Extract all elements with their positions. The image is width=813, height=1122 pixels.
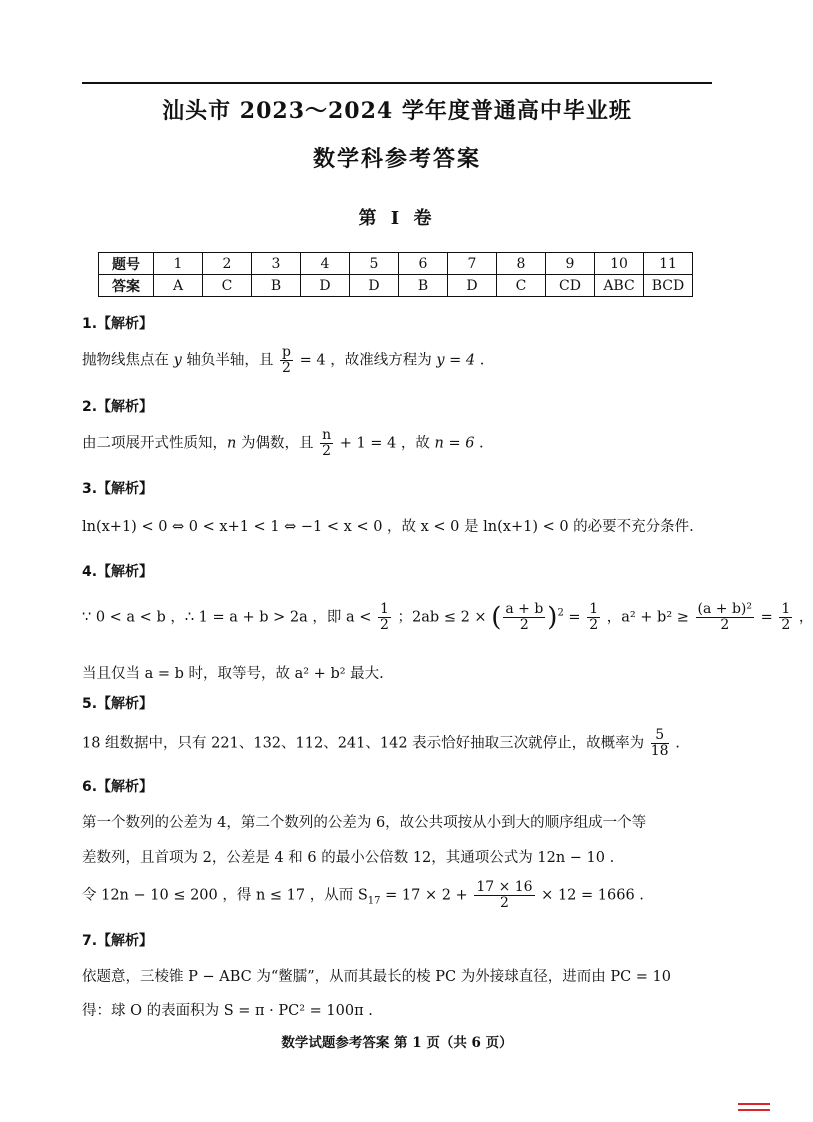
q6-solution-line3 (82, 880, 644, 911)
fraction-numerator: (a + b)² (697, 601, 753, 617)
table-cell: B (399, 275, 448, 297)
q4-heading: 4.【解析】 (82, 564, 154, 580)
q3-heading: 3.【解析】 (82, 481, 154, 497)
section-title: 第 I 卷 (358, 208, 436, 229)
fraction-denominator: 2 (519, 617, 529, 633)
text-run: . (474, 435, 484, 452)
table-cell: ABC (595, 275, 644, 297)
fraction (651, 728, 669, 759)
text-run: ， (794, 609, 813, 626)
math-var: y (173, 352, 182, 369)
table-cell: 3 (252, 253, 301, 275)
q6-heading: 6.【解析】 (82, 779, 154, 795)
text-run: ∵ 0 < a < b ，∴ 1 = a + b > 2a ，即 a < (82, 609, 377, 626)
text-run: 18 组数据中，只有 221、132、112、241、142 表示恰好抽取三次就停止，故概率为 (82, 735, 649, 752)
q4-solution-line1 (82, 602, 813, 633)
text-run: ；2ab ≤ 2 × (392, 609, 492, 626)
table-cell: B (252, 275, 301, 297)
q5-solution (82, 728, 680, 759)
answer-row (99, 275, 693, 297)
table-cell: D (301, 275, 350, 297)
text-run: 轴负半轴，且 (181, 352, 279, 369)
fraction-numerator: 17 × 16 (476, 879, 533, 895)
table-cell: D (350, 275, 399, 297)
text-run: 由二项展开式性质知， (82, 435, 227, 452)
table-cell: BCD (644, 275, 693, 297)
answer-table (98, 252, 693, 297)
text-run: × 12 = 1666 . (536, 887, 644, 904)
text-run: 为偶数，且 (236, 435, 319, 452)
q3-solution: ln(x+1) < 0 ⇔ 0 < x+1 < 1 ⇔ −1 < x < 0 ，故 x < 0 是 ln(x+1) < 0 的必要不充分条件. (82, 519, 694, 535)
text-run: . (475, 352, 485, 369)
title-line-2: 数学科参考答案 (312, 146, 481, 172)
page-footer: 数学试题参考答案 第 1 页（共 6 页） (281, 1035, 513, 1051)
table-cell: 10 (595, 253, 644, 275)
paren-close: ) (547, 602, 558, 633)
top-rule (82, 82, 712, 84)
table-cell: 4 (301, 253, 350, 275)
q4-solution-line2: 当且仅当 a = b 时，取等号，故 a² + b² 最大. (82, 666, 384, 682)
table-cell: 6 (399, 253, 448, 275)
table-cell: D (448, 275, 497, 297)
q6-solution-line1: 第一个数列的公差为 4，第二个数列的公差为 6，故公共项按从小到大的顺序组成一个等 (82, 815, 647, 831)
text-run: ，a² + b² ≥ (602, 609, 694, 626)
table-cell: 5 (350, 253, 399, 275)
table-cell: 2 (203, 253, 252, 275)
fraction-numerator: 5 (651, 728, 669, 744)
text-run: . (670, 735, 680, 752)
table-cell: 8 (497, 253, 546, 275)
table-cell: 1 (154, 253, 203, 275)
fraction-numerator: p (282, 344, 291, 360)
fraction (503, 602, 545, 633)
text-run: = 4 ，故准线方程为 (295, 352, 437, 369)
fraction-numerator: 1 (380, 601, 389, 617)
table-cell: CD (546, 275, 595, 297)
fraction (587, 602, 600, 633)
fraction-denominator: 2 (380, 617, 389, 633)
fraction (696, 602, 754, 633)
math-expression: n = 6 (434, 435, 475, 452)
math-expression: y = 4 (436, 352, 476, 369)
q5-heading: 5.【解析】 (82, 696, 154, 712)
fraction-numerator: 1 (589, 601, 599, 617)
fraction (474, 880, 534, 911)
table-cell: 7 (448, 253, 497, 275)
exponent: 2 (557, 607, 564, 619)
table-cell: A (154, 275, 203, 297)
fraction-numerator: 1 (781, 601, 791, 617)
fraction (280, 345, 293, 376)
question-number-row (99, 253, 693, 275)
fraction-denominator: 2 (282, 360, 291, 376)
table-cell: 9 (546, 253, 595, 275)
fraction (320, 428, 333, 459)
q2-solution (82, 428, 484, 459)
q7-solution-line1: 依题意，三棱锥 P − ABC 为“鳖臑”，从而其最长的棱 PC 为外接球直径，进而由 PC = 10 (82, 969, 672, 985)
text-run: + 1 = 4 ，故 (335, 435, 435, 452)
q7-solution-line2: 得：球 O 的表面积为 S = π · PC² = 100π . (82, 1003, 373, 1019)
fraction (779, 602, 792, 633)
q6-solution-line2: 差数列，且首项为 2，公差是 4 和 6 的最小公倍数 12，其通项公式为 12n − 10 . (82, 850, 615, 866)
fraction-denominator: 2 (499, 895, 509, 911)
fraction-denominator: 2 (781, 617, 791, 633)
title-line-1: 汕头市 2023～2024 学年度普通高中毕业班 (162, 98, 632, 124)
q2-heading: 2.【解析】 (82, 399, 154, 415)
q7-heading: 7.【解析】 (82, 933, 154, 949)
table-cell: 11 (644, 253, 693, 275)
fraction-denominator: 2 (720, 617, 730, 633)
text-run: = (756, 609, 778, 626)
fraction-denominator: 18 (650, 743, 669, 759)
fraction-numerator: n (322, 427, 332, 443)
q1-solution (82, 345, 484, 376)
fraction-denominator: 2 (589, 617, 599, 633)
table-cell: C (497, 275, 546, 297)
fraction-numerator: a + b (505, 601, 544, 617)
text-run: = 17 × 2 + (380, 887, 473, 904)
table-cell: C (203, 275, 252, 297)
text-run: 令 12n − 10 ≤ 200 ，得 n ≤ 17 ，从而 S (82, 887, 368, 904)
math-var: n (227, 435, 237, 452)
paren-open: ( (491, 602, 502, 633)
fraction-denominator: 2 (322, 443, 332, 459)
subscript: 17 (367, 895, 381, 907)
row-label-number: 题号 (99, 253, 154, 275)
q1-heading: 1.【解析】 (82, 316, 154, 332)
text-run: = (563, 609, 586, 626)
text-run: 抛物线焦点在 (82, 352, 174, 369)
row-label-answer: 答案 (99, 275, 154, 297)
corner-mark (738, 1103, 770, 1111)
fraction (378, 602, 391, 633)
